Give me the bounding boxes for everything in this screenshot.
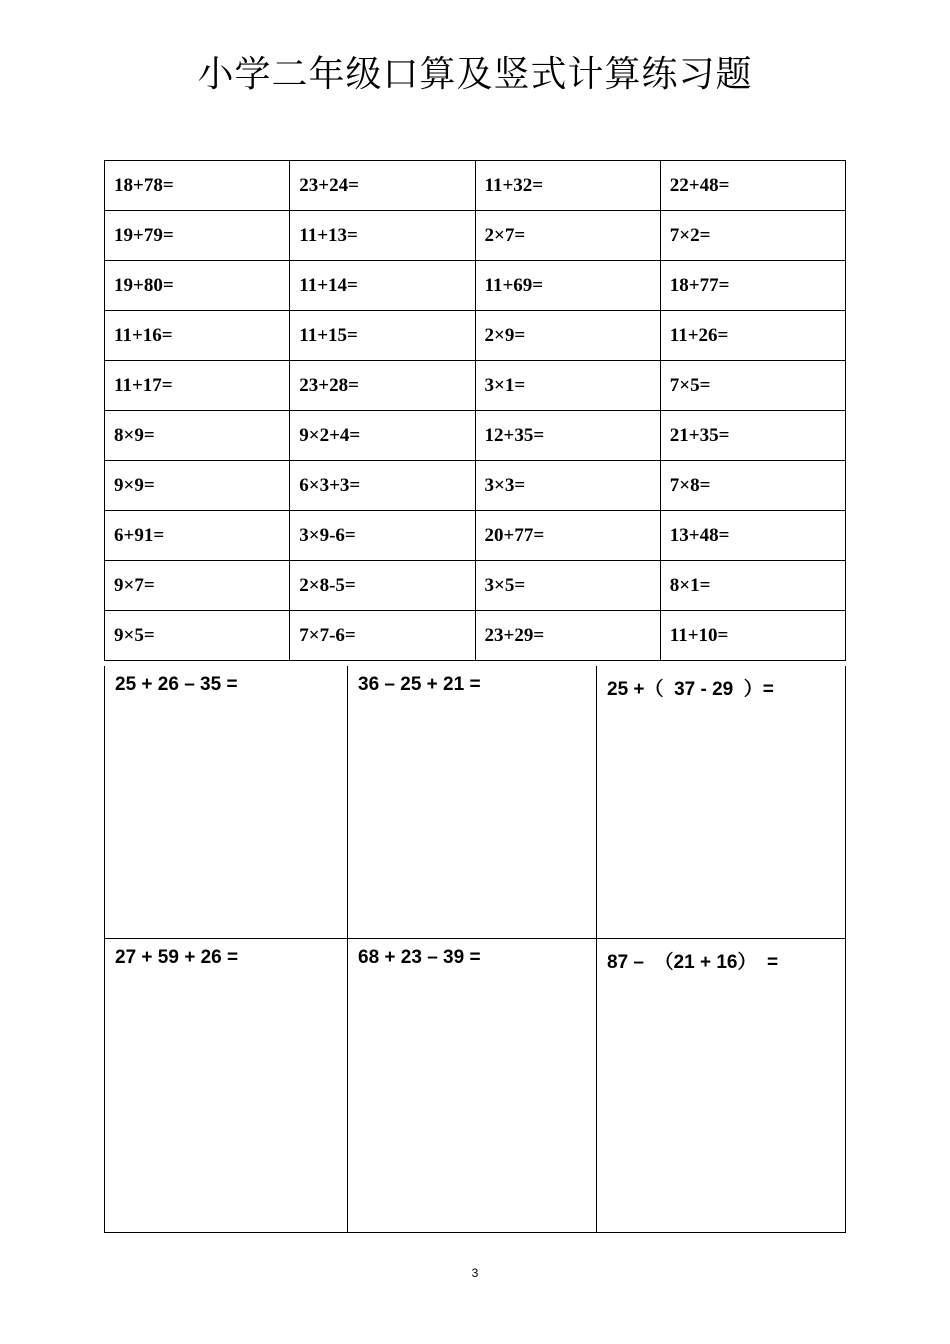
oral-problem-cell: 9×7= [105, 561, 290, 611]
table-row [105, 361, 846, 411]
oral-problem-cell: 11+69= [475, 261, 660, 311]
oral-problem-cell: 13+48= [660, 511, 845, 561]
oral-problem-cell: 19+80= [105, 261, 290, 311]
oral-problem-cell: 23+29= [475, 611, 660, 661]
oral-problem-cell: 11+13= [290, 211, 475, 261]
table-row [105, 161, 846, 211]
worksheet-title: 小学二年级口算及竖式计算练习题 [197, 54, 753, 95]
oral-problem-cell: 8×9= [105, 411, 290, 461]
oral-problem-cell: 2×9= [475, 311, 660, 361]
oral-problem-cell: 11+10= [660, 611, 845, 661]
table-row [105, 511, 846, 561]
table-row [105, 611, 846, 661]
oral-problem-cell: 11+26= [660, 311, 845, 361]
oral-problem-cell: 3×3= [475, 461, 660, 511]
oral-problem-cell: 12+35= [475, 411, 660, 461]
oral-problem-cell: 21+35= [660, 411, 845, 461]
oral-problem-cell: 6+91= [105, 511, 290, 561]
oral-problem-cell: 9×2+4= [290, 411, 475, 461]
oral-problem-cell: 11+16= [105, 311, 290, 361]
page-number: 3 [471, 1266, 479, 1280]
oral-problem-cell: 23+28= [290, 361, 475, 411]
oral-problem-cell: 3×9-6= [290, 511, 475, 561]
vertical-problem-cell: 25 +（ 37 - 29 ）= [597, 666, 845, 939]
vertical-problem-cell: 36 – 25 + 21 = [348, 666, 597, 939]
table-row [105, 261, 846, 311]
vertical-problem-cell: 68 + 23 – 39 = [348, 939, 597, 1232]
oral-problem-cell: 23+24= [290, 161, 475, 211]
oral-problem-cell: 2×8-5= [290, 561, 475, 611]
oral-problem-cell: 9×9= [105, 461, 290, 511]
oral-problem-cell: 11+14= [290, 261, 475, 311]
oral-problem-cell: 7×7-6= [290, 611, 475, 661]
oral-problem-cell: 7×5= [660, 361, 845, 411]
oral-problem-cell: 18+77= [660, 261, 845, 311]
vertical-problem-cell: 27 + 59 + 26 = [105, 939, 348, 1232]
vertical-calculation-grid [104, 666, 846, 1233]
oral-problem-cell: 18+78= [105, 161, 290, 211]
oral-problem-cell: 22+48= [660, 161, 845, 211]
vertical-problem-cell: 25 + 26 – 35 = [105, 666, 348, 939]
table-row [105, 311, 846, 361]
table-row [105, 461, 846, 511]
oral-problem-cell: 19+79= [105, 211, 290, 261]
oral-calculation-table [104, 160, 846, 661]
vertical-problem-cell: 87 – （21 + 16） = [607, 952, 779, 973]
table-row [105, 561, 846, 611]
oral-problem-cell: 6×3+3= [290, 461, 475, 511]
oral-problem-cell: 7×2= [660, 211, 845, 261]
oral-problem-cell: 11+17= [105, 361, 290, 411]
table-row [105, 211, 846, 261]
oral-problem-cell: 20+77= [475, 511, 660, 561]
oral-problem-cell: 9×5= [105, 611, 290, 661]
oral-problem-cell: 3×1= [475, 361, 660, 411]
oral-problem-cell: 2×7= [475, 211, 660, 261]
oral-problem-cell: 11+32= [475, 161, 660, 211]
table-row [105, 411, 846, 461]
oral-problem-cell: 3×5= [475, 561, 660, 611]
oral-problem-cell: 11+15= [290, 311, 475, 361]
oral-problem-cell: 8×1= [660, 561, 845, 611]
oral-problem-cell: 7×8= [660, 461, 845, 511]
